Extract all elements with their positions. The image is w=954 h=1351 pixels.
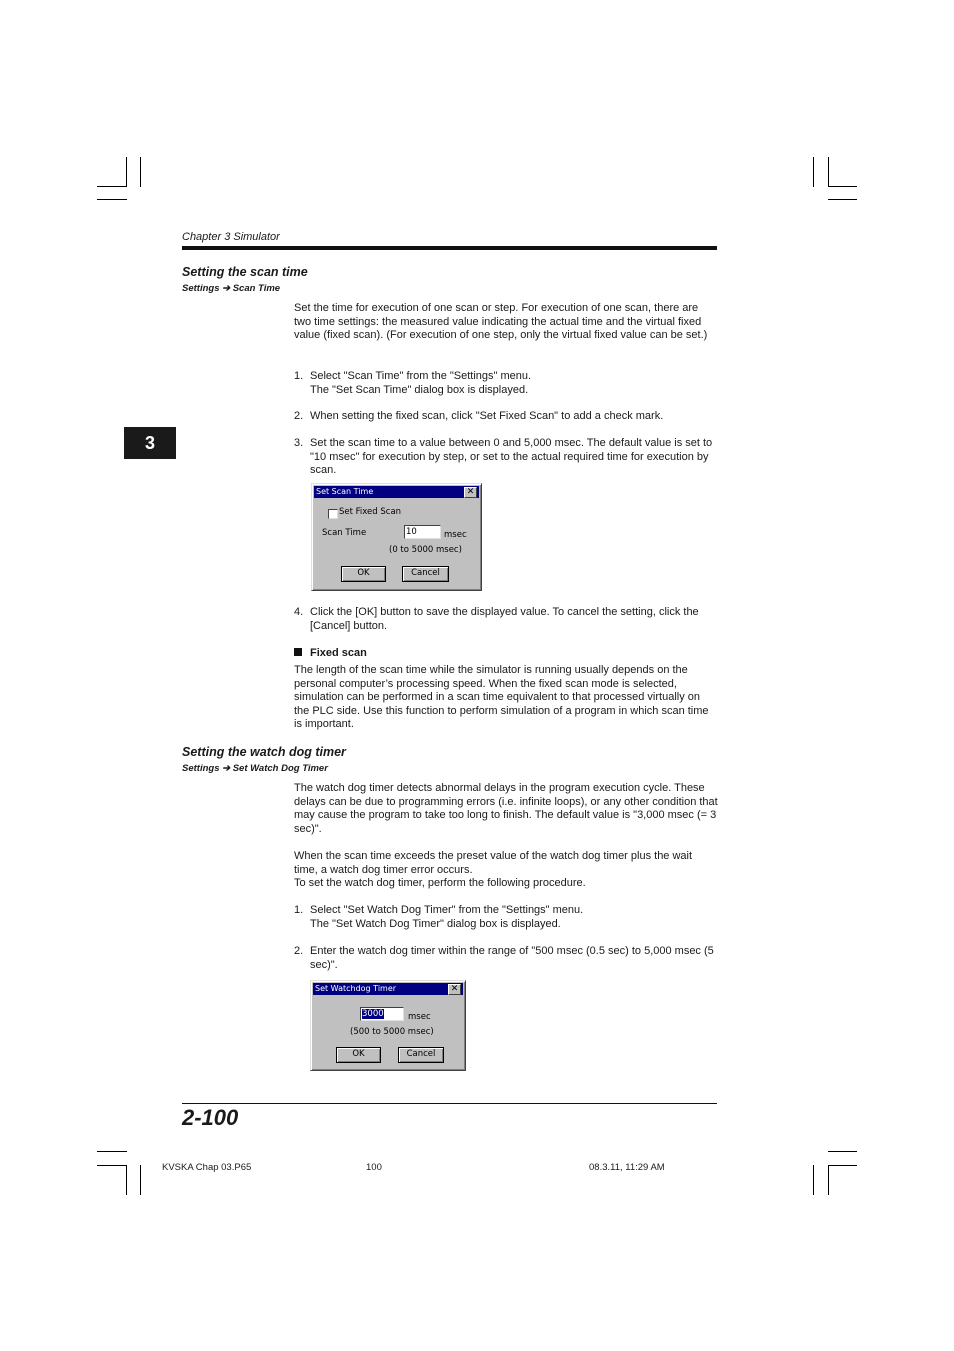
- cancel-button[interactable]: Cancel: [398, 1047, 444, 1063]
- watchdog-para: When the scan time exceeds the preset value of the watch dog timer plus the wait time, a watch dog timer error occurs. To set the watch dog timer, perform the following procedure.: [294, 850, 693, 890]
- fixed-scan-heading: Fixed scan: [294, 647, 367, 659]
- step-number: 2.: [294, 410, 304, 422]
- footer-timestamp: 08.3.11, 11:29 AM: [589, 1162, 665, 1173]
- step-number: 1.: [294, 904, 304, 916]
- footer-rule: [182, 1103, 717, 1104]
- step-number: 3.: [294, 437, 304, 449]
- range-label: (0 to 5000 msec): [389, 545, 462, 555]
- crop-mark: [140, 157, 141, 187]
- ok-button[interactable]: OK: [336, 1047, 381, 1063]
- crop-mark: [126, 157, 127, 187]
- close-icon[interactable]: ✕: [464, 487, 477, 498]
- crop-mark: [828, 199, 857, 200]
- step-text: Select "Scan Time" from the "Settings" menu.: [310, 370, 532, 382]
- step-number: 2.: [294, 945, 304, 957]
- crop-mark: [140, 1165, 141, 1195]
- watchdog-timer-input[interactable]: 3000: [360, 1007, 404, 1021]
- dialog-title: Set Watchdog Timer: [315, 984, 397, 993]
- crop-mark: [813, 1165, 814, 1195]
- step-subtext: The "Set Watch Dog Timer" dialog box is displayed.: [310, 917, 561, 930]
- step-text: Enter the watch dog timer within the range of "500 msec (0.5 sec) to 5,000 msec (5 sec)".: [310, 945, 714, 971]
- close-icon[interactable]: ✕: [448, 984, 461, 995]
- crop-mark: [828, 157, 829, 187]
- section-title-watchdog: Setting the watch dog timer: [182, 745, 346, 759]
- page-number: 2-100: [182, 1105, 239, 1130]
- chapter-tab: 3: [124, 427, 176, 459]
- set-fixed-scan-checkbox[interactable]: [328, 509, 338, 519]
- scan-time-input[interactable]: 10: [404, 525, 441, 539]
- unit-label: msec: [408, 1012, 431, 1022]
- step-number: 1.: [294, 370, 304, 382]
- step-text: Click the [OK] button to save the displayed value. To cancel the setting, click the [Cancel] button.: [310, 606, 699, 632]
- list-item: [294, 370, 718, 397]
- step-number: 4.: [294, 606, 304, 618]
- crop-mark: [126, 1165, 127, 1195]
- crop-mark: [97, 1165, 127, 1166]
- header-rule: [182, 246, 717, 250]
- scan-time-intro: Set the time for execution of one scan or step. For execution of one scan, there are two time settings: the measured value indicating the actual time and the virtual fixed value (fixed scan). (For execution of one step, only the virtual fixed value can be set.): [294, 302, 708, 342]
- list-item: [294, 437, 718, 478]
- step-text: Set the scan time to a value between 0 and 5,000 msec. The default value is set to "10 msec" for execution by step, or set to the actual required time for execution by scan.: [310, 437, 713, 477]
- crop-mark: [97, 199, 127, 200]
- step-text: Select "Set Watch Dog Timer" from the "Settings" menu.: [310, 904, 584, 916]
- fixed-scan-text: The length of the scan time while the simulator is running usually depends on the personal computer’s processing speed. When the fixed scan mode is selected, simulation can be performed in a scan time equivalent to that processed virtually on the PLC side. Use this function to perform simulation of a program in which scan time is important.: [294, 664, 709, 731]
- step-subtext: The "Set Scan Time" dialog box is displayed.: [310, 383, 529, 396]
- crop-mark: [828, 186, 857, 187]
- list-item: [294, 945, 718, 972]
- list-item: [294, 606, 718, 633]
- footer-page: 100: [366, 1162, 382, 1173]
- dialog-titlebar: [314, 486, 479, 498]
- scan-time-label: Scan Time: [322, 528, 367, 538]
- range-label: (500 to 5000 msec): [350, 1027, 434, 1037]
- list-item: [294, 410, 718, 424]
- crop-mark: [828, 1165, 857, 1166]
- footer-file: KVSKA Chap 03.P65: [162, 1162, 252, 1173]
- ok-button[interactable]: OK: [341, 566, 386, 582]
- crop-mark: [828, 1165, 829, 1195]
- dialog-titlebar: [313, 983, 463, 995]
- crop-mark: [97, 1151, 127, 1152]
- set-watchdog-timer-dialog: [310, 980, 466, 1071]
- bullet-square-icon: [294, 648, 302, 656]
- crop-mark: [828, 1151, 857, 1152]
- menu-path-scan-time: Settings ➔ Scan Time: [182, 283, 281, 294]
- set-scan-time-dialog: [311, 483, 482, 591]
- watchdog-intro: The watch dog timer detects abnormal delays in the program execution cycle. These delays can be due to programming errors (i.e. infinite loops), or any other condition that may cause the program to take too long to finish. The default value is "3,000 msec (= 3 sec)".: [294, 782, 718, 835]
- section-title-scan-time: Setting the scan time: [182, 265, 308, 279]
- step-text: When setting the fixed scan, click "Set Fixed Scan" to add a check mark.: [310, 410, 664, 422]
- crop-mark: [97, 186, 127, 187]
- cancel-button[interactable]: Cancel: [402, 566, 449, 582]
- set-fixed-scan-label: Set Fixed Scan: [339, 507, 402, 517]
- chapter-header: Chapter 3 Simulator: [182, 231, 280, 243]
- menu-path-watchdog: Settings ➔ Set Watch Dog Timer: [182, 763, 328, 774]
- dialog-title: Set Scan Time: [316, 487, 374, 496]
- unit-label: msec: [444, 530, 467, 540]
- crop-mark: [813, 157, 814, 187]
- list-item: [294, 904, 718, 931]
